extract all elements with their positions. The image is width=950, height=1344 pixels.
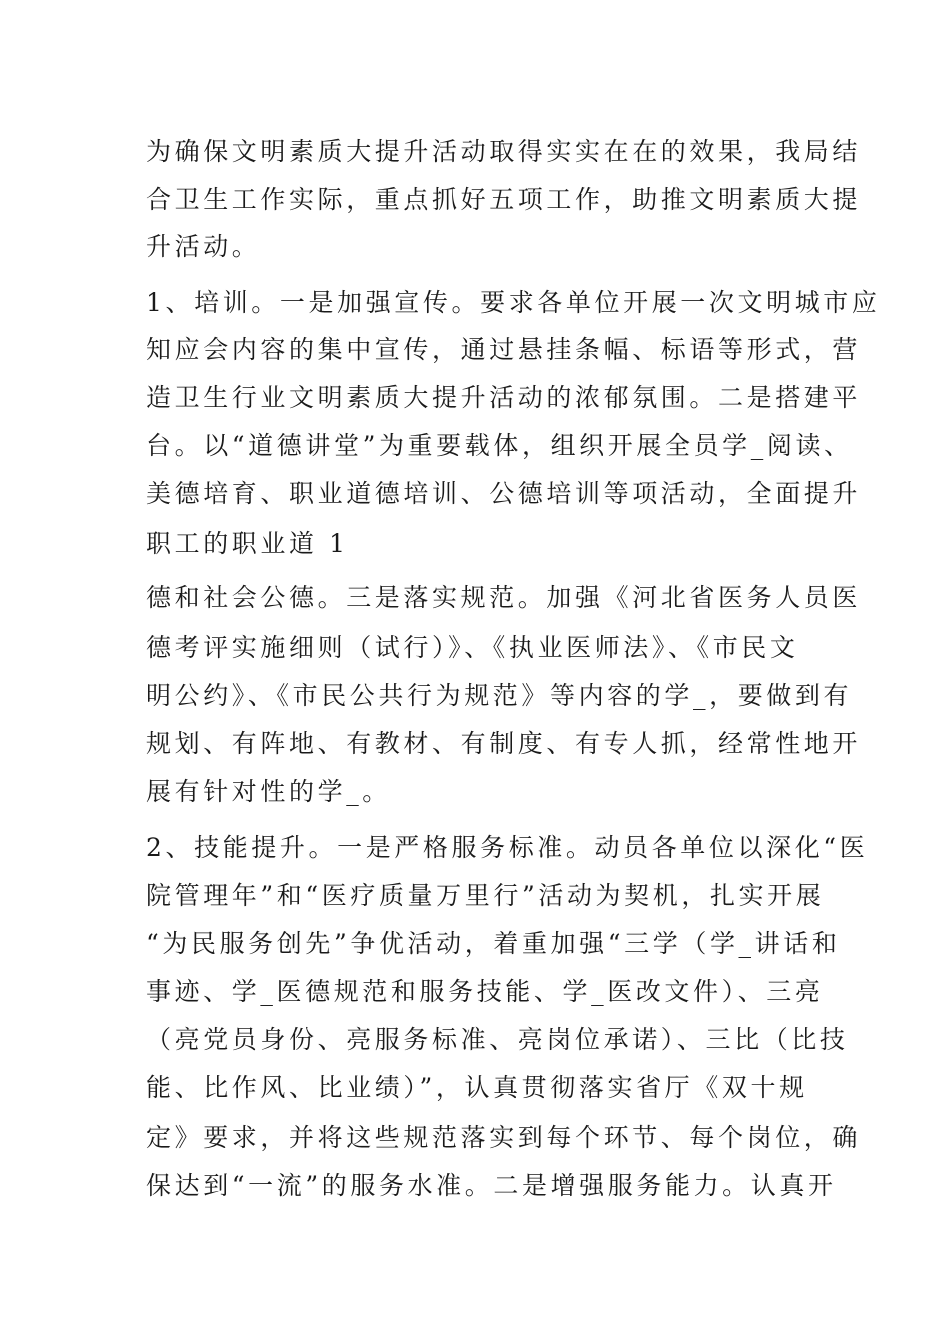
text-line-4: 1、培训。一是加强宣传。要求各单位开展一次文明城市应 <box>146 288 881 317</box>
text-line-20: 能、比作风、比业绩）”，认真贯彻落实省厅《双十规 <box>146 1073 808 1102</box>
text-line-3: 升活动。 <box>146 232 261 261</box>
text-line-18: 事迹、学_医德规范和服务技能、学_医改文件）、三亮 <box>146 977 824 1006</box>
text-line-22: 保达到“一流”的服务水准。二是增强服务能力。认真开 <box>146 1171 837 1200</box>
text-line-12: 明公约》、《市民公共行为规范》等内容的学_，要做到有 <box>146 681 853 710</box>
text-line-9: 职工的职业道 1 <box>146 529 349 558</box>
text-line-11: 德考评实施细则（试行）》、《执业医师法》、《市民文 <box>146 633 799 662</box>
text-line-14: 展有针对性的学_。 <box>146 777 391 806</box>
text-line-6: 造卫生行业文明素质大提升活动的浓郁氛围。二是搭建平 <box>146 383 862 412</box>
text-line-1: 为确保文明素质大提升活动取得实实在在的效果，我局结 <box>146 137 862 166</box>
text-line-19: （亮党员身份、亮服务标准、亮岗位承诺）、三比（比技 <box>146 1025 849 1054</box>
text-line-10: 德和社会公德。三是落实规范。加强《河北省医务人员医 <box>146 583 862 612</box>
text-line-15: 2、技能提升。一是严格服务标准。动员各单位以深化“医 <box>146 833 869 862</box>
text-line-13: 规划、有阵地、有教材、有制度、有专人抓，经常性地开 <box>146 729 862 758</box>
text-line-21: 定》要求，并将这些规范落实到每个环节、每个岗位，确 <box>146 1123 862 1152</box>
text-line-16: 院管理年”和“医疗质量万里行”活动为契机，扎实开展 <box>146 881 825 910</box>
text-line-17: “为民服务创先”争优活动，着重加强“三学（学_讲话和 <box>146 929 841 958</box>
text-line-2: 合卫生工作实际，重点抓好五项工作，助推文明素质大提 <box>146 185 862 214</box>
text-line-5: 知应会内容的集中宣传，通过悬挂条幅、标语等形式，营 <box>146 335 862 364</box>
text-line-8: 美德培育、职业道德培训、公德培训等项活动，全面提升 <box>146 479 862 508</box>
text-line-7: 台。以“道德讲堂”为重要载体，组织开展全员学_阅读、 <box>146 431 853 460</box>
